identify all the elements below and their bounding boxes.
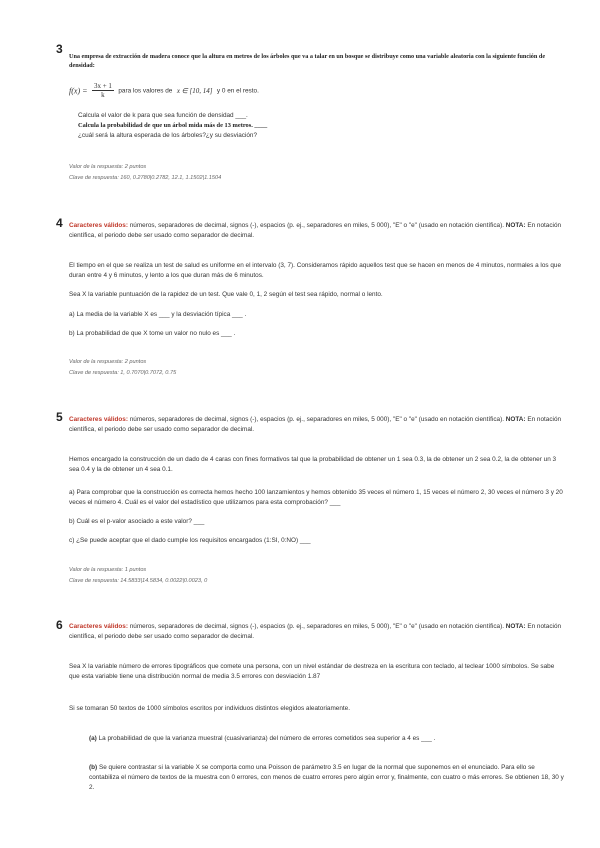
nota-label: NOTA: (505, 222, 526, 229)
valid-label: Caracteres válidos: (69, 416, 128, 423)
formula-text: para los valores de (118, 87, 173, 95)
valid-text: números, separadores de decimal, signos (-), espacios (p. ej., separadores en miles, 5 000), "E" o "e" (usado en notación científica). (129, 623, 504, 630)
sub-question-text: Se quiere contrastar si la variable X se comporta como una Poisson de parámetro 3.5 en lugar de la normal que suponemos en el enunciado. Para ello se contabiliza el número de textos de la muestra con 0 errores, con menos de cuatro errores pero algún error y, finalmente, con cuatro o más errores. Se obtienen 18, 30 y 2. (89, 764, 564, 791)
sub-question (89, 734, 564, 744)
formula-lhs: f(x) = (69, 86, 88, 96)
valid-characters-note (69, 415, 564, 435)
paragraph: Sea X la variable puntuación de la rapidez de un test. Que vale 0, 1, 2 según el test sea rápido, normal o lento. (69, 291, 383, 298)
question-number: 3 (56, 42, 63, 56)
answer-value: Valor de la respuesta: 1 puntos (69, 567, 147, 573)
question-intro: Una empresa de extracción de madera conoce que la altura en metros de los árboles que va a talar en un bosque se distribuye como una variable aleatoria con la siguiente función de densidad: (69, 53, 546, 69)
valid-characters-note (69, 622, 564, 642)
answer-value: Valor de la respuesta: 2 puntos (69, 164, 147, 170)
sub-question: c) ¿Se puede aceptar que el dado cumple los requisitos encargados (1:SI, 0:NO) ___ (69, 537, 311, 544)
formula-fraction (92, 82, 114, 99)
formula-interval: x ∈ [10, 14] (176, 86, 213, 95)
sub-question-text: La probabilidad de que la varianza muestral (cuasivarianza) del número de errores cometidos sea superior a 4 es ___ . (98, 735, 436, 742)
question-line: Calcula la probabilidad de que un árbol mida más de 13 metros. ____ (78, 122, 268, 129)
sub-question-label: (b) (89, 764, 98, 771)
sub-question-label: (a) (89, 735, 97, 742)
sub-question: b) Cuál es el p-valor asociado a este valor? ___ (69, 518, 205, 525)
formula-denominator: k (101, 91, 105, 100)
formula-numerator: 3x + 1 (93, 82, 112, 91)
paragraph: El tiempo en el que se realiza un test de salud es uniforme en el intervalo (3, 7). Consideramos rápido aquellos test que se hacen en menos de 4 minutos, normales a los que duran entre 4 y 6 minutos, y lento a los que duran más de 6 minutos. (69, 262, 562, 279)
question-number: 5 (56, 410, 63, 424)
sub-question: a) Para comprobar que la construcción es correcta hemos hecho 100 lanzamientos y hemos obtenido 35 veces el número 1, 15 veces el número 2, 30 veces el número 3 y 20 veces el número 4. Cuál es el valor del estadístico que utilizamos para esta comprobación? ___ (69, 489, 563, 506)
question-number: 4 (56, 216, 63, 230)
formula-rest: y 0 en el resto. (216, 87, 259, 95)
answer-key: Clave de respuesta: 1, 0.7070|0.7072, 0.75 (69, 370, 177, 376)
density-formula (69, 82, 309, 104)
answer-key: Clave de respuesta: 14.5833|14.5834, 0.0022|0.0023, 0 (69, 578, 208, 584)
sub-question: b) La probabilidad de que X tome un valor no nulo es ___ . (69, 330, 236, 337)
paragraph: Si se tomaran 50 textos de 1000 símbolos escritos por individuos distintos elegidos aleatoriamente. (69, 705, 350, 712)
nota-text: En notación científica, el periodo debe ser usado como separador de decimal. (69, 222, 562, 239)
nota-text: En notación científica, el periodo debe ser usado como separador de decimal. (69, 623, 562, 640)
nota-text: En notación científica, el periodo debe ser usado como separador de decimal. (69, 416, 562, 433)
valid-label: Caracteres válidos: (69, 623, 128, 630)
valid-text: números, separadores de decimal, signos (-), espacios (p. ej., separadores en miles, 5 000), "E" o "e" (usado en notación científica). (129, 222, 504, 229)
answer-key: Clave de respuesta: 160, 0.2780|0.2782, 12.1, 1.1502|1.1504 (69, 175, 222, 181)
sub-question: a) La media de la variable X es ___ y la desviación típica ___ . (69, 311, 247, 318)
question-line: ¿cuál será la altura esperada de los árboles?¿y su desviación? (78, 132, 258, 139)
question-number: 6 (56, 618, 63, 632)
nota-label: NOTA: (505, 416, 526, 423)
nota-label: NOTA: (505, 623, 526, 630)
valid-characters-note (69, 221, 564, 241)
paragraph: Hemos encargado la construcción de un dado de 4 caras con fines formativos tal que la probabilidad de obtener un 1 sea 0.3, la de obtener un 2 sea 0.2, la de obtener un 3 sea 0.4 y la de obtener un 4 sea 0.1. (69, 456, 557, 473)
sub-question (89, 763, 564, 793)
question-line: Calcula el valor de k para que sea función de densidad ___. (78, 112, 248, 119)
valid-label: Caracteres válidos: (69, 222, 128, 229)
valid-text: números, separadores de decimal, signos (-), espacios (p. ej., separadores en miles, 5 000), "E" o "e" (usado en notación científica). (129, 416, 504, 423)
answer-value: Valor de la respuesta: 2 puntos (69, 359, 147, 365)
paragraph: Sea X la variable número de errores tipográficos que comete una persona, con un nivel estándar de destreza en la escritura con teclado, al teclear 1000 símbolos. Se sabe que esta variable tiene una distribución normal de media 3.5 errores con desviación 1.87 (69, 663, 555, 680)
